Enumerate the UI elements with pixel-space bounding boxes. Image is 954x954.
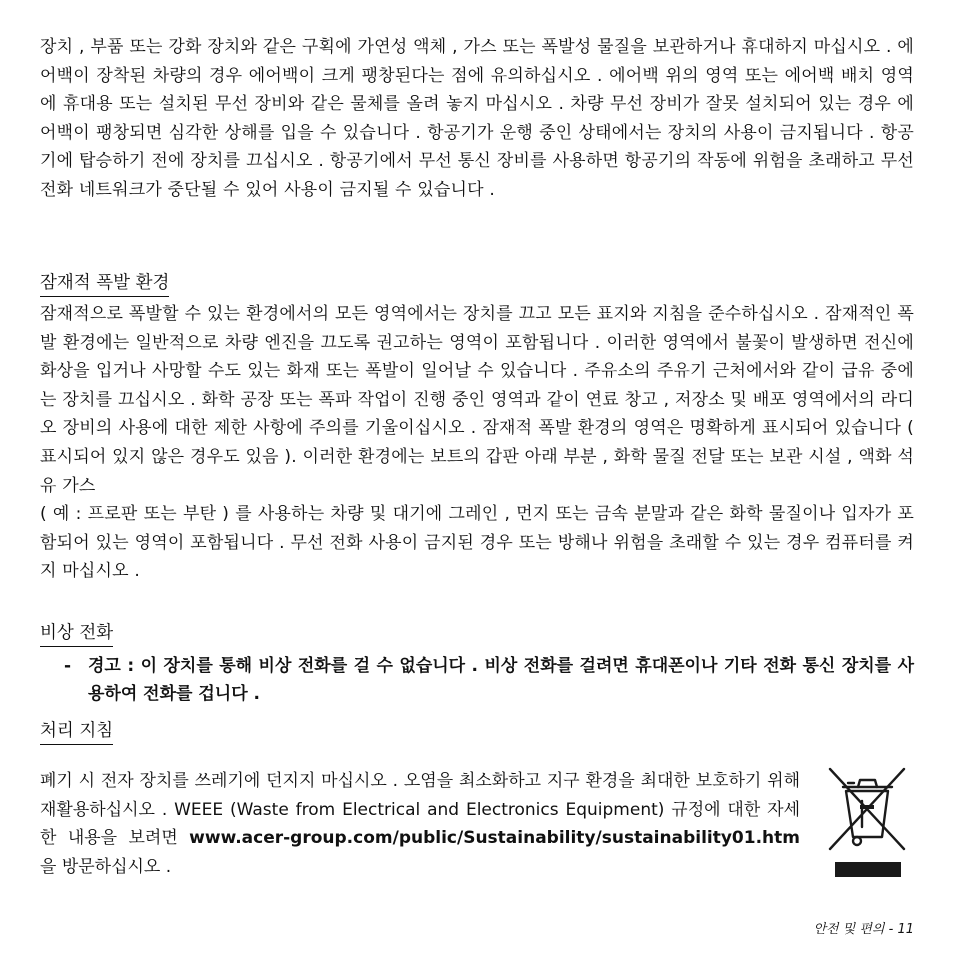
disposal-paragraph [40, 767, 800, 881]
disposal-text-start: 폐기 시 전자 장치를 쓰레기에 던지지 마십시오 . 오염을 최소화하고 지구 환경을 최대한 보호하기 위해 재활용하십시오 . WEEE (Waste from Electrical and Electronics Equipment) 규정에 대한 자세한 내용을 보려면 [40, 771, 800, 849]
heading-disposal-instructions: 처리 지침 [40, 719, 113, 745]
emergency-warning-text: 경고 : 이 장치를 통해 비상 전화를 걸 수 없습니다 . 비상 전화를 걸려면 휴대폰이나 기타 전화 통신 장치를 사용하여 전화를 겁니다 . [88, 656, 914, 704]
explosive-paragraph-continued: ( 예 : 프로판 또는 부탄 ) 를 사용하는 차량 및 대기에 그레인 , 먼지 또는 금속 분말과 같은 화학 물질이나 입자가 포함되어 있는 영역이 포함됩니다 . 무선 전화 사용이 금지된 경우 또는 방해나 위험을 초래할 수 있는 경우 컴퓨터를 켜지 마십시오 . [40, 504, 914, 582]
footer-label: 안전 및 편의 - [813, 922, 898, 937]
crossed-out-wheelie-bin-icon [826, 765, 908, 877]
explosive-section-body [40, 300, 914, 586]
intro-paragraph: 장치 , 부품 또는 강화 장치와 같은 구획에 가연성 액체 , 가스 또는 폭발성 물질을 보관하거나 휴대하지 마십시오 . 에어백이 장착된 차량의 경우 에어백이 크게 팽창된다는 점에 유의하십시오 . 에어백 위의 영역 또는 에어백 배치 영역에 휴대용 또는 설치된 무선 장비와 같은 물체를 올려 놓지 마십시오 . 차량 무선 장비가 잘못 설치되어 있는 경우 에어백이 팽창되면 심각한 상해를 입을 수 있습니다 . 항공기가 운행 중인 상태에서는 장치의 사용이 금지됩니다 . 항공기에 탑승하기 전에 장치를 끄십시오 . 항공기에서 무선 통신 장비를 사용하면 항공기의 작동에 위험을 초래하고 무선 전화 네트워크가 중단될 수 있어 사용이 금지될 수 있습니다 . [40, 37, 914, 200]
bullet-dash: - [64, 656, 72, 676]
disposal-text-end: 을 방문하십시오 . [40, 856, 172, 877]
page-number: 11 [897, 922, 914, 937]
emergency-warning-bullet [64, 652, 914, 708]
page-footer [813, 918, 914, 937]
heading-explosive-environment: 잠재적 폭발 환경 [40, 271, 169, 297]
sustainability-link[interactable]: www.acer-group.com/public/Sustainability/sustainability01.htm [189, 828, 800, 849]
explosive-paragraph: 잠재적으로 폭발할 수 있는 환경에서의 모든 영역에서는 장치를 끄고 모든 표지와 지침을 준수하십시오 . 잠재적인 폭발 환경에는 일반적으로 차량 엔진을 끄도록 권고하는 영역이 포함됩니다 . 이러한 영역에서 불꽃이 발생하면 전신에 화상을 입거나 사망할 수도 있는 화재 또는 폭발이 일어날 수 있습니다 . 주유소의 주유기 근처에서와 같이 급유 중에는 장치를 끄십시오 . 화학 공장 또는 폭파 작업이 진행 중인 영역과 같이 연료 창고 , 저장소 및 배포 영역에서의 라디오 장비의 사용에 대한 제한 사항에 주의를 기울이십시오 . 잠재적 폭발 환경의 영역은 명확하게 표시되어 있습니다 ( 표시되어 있지 않은 경우도 있음 ). 이러한 환경에는 보트의 갑판 아래 부분 , 화학 물질 전달 또는 보관 시설 , 액화 석유 가스 [40, 304, 914, 496]
heading-emergency-calls: 비상 전화 [40, 621, 113, 647]
